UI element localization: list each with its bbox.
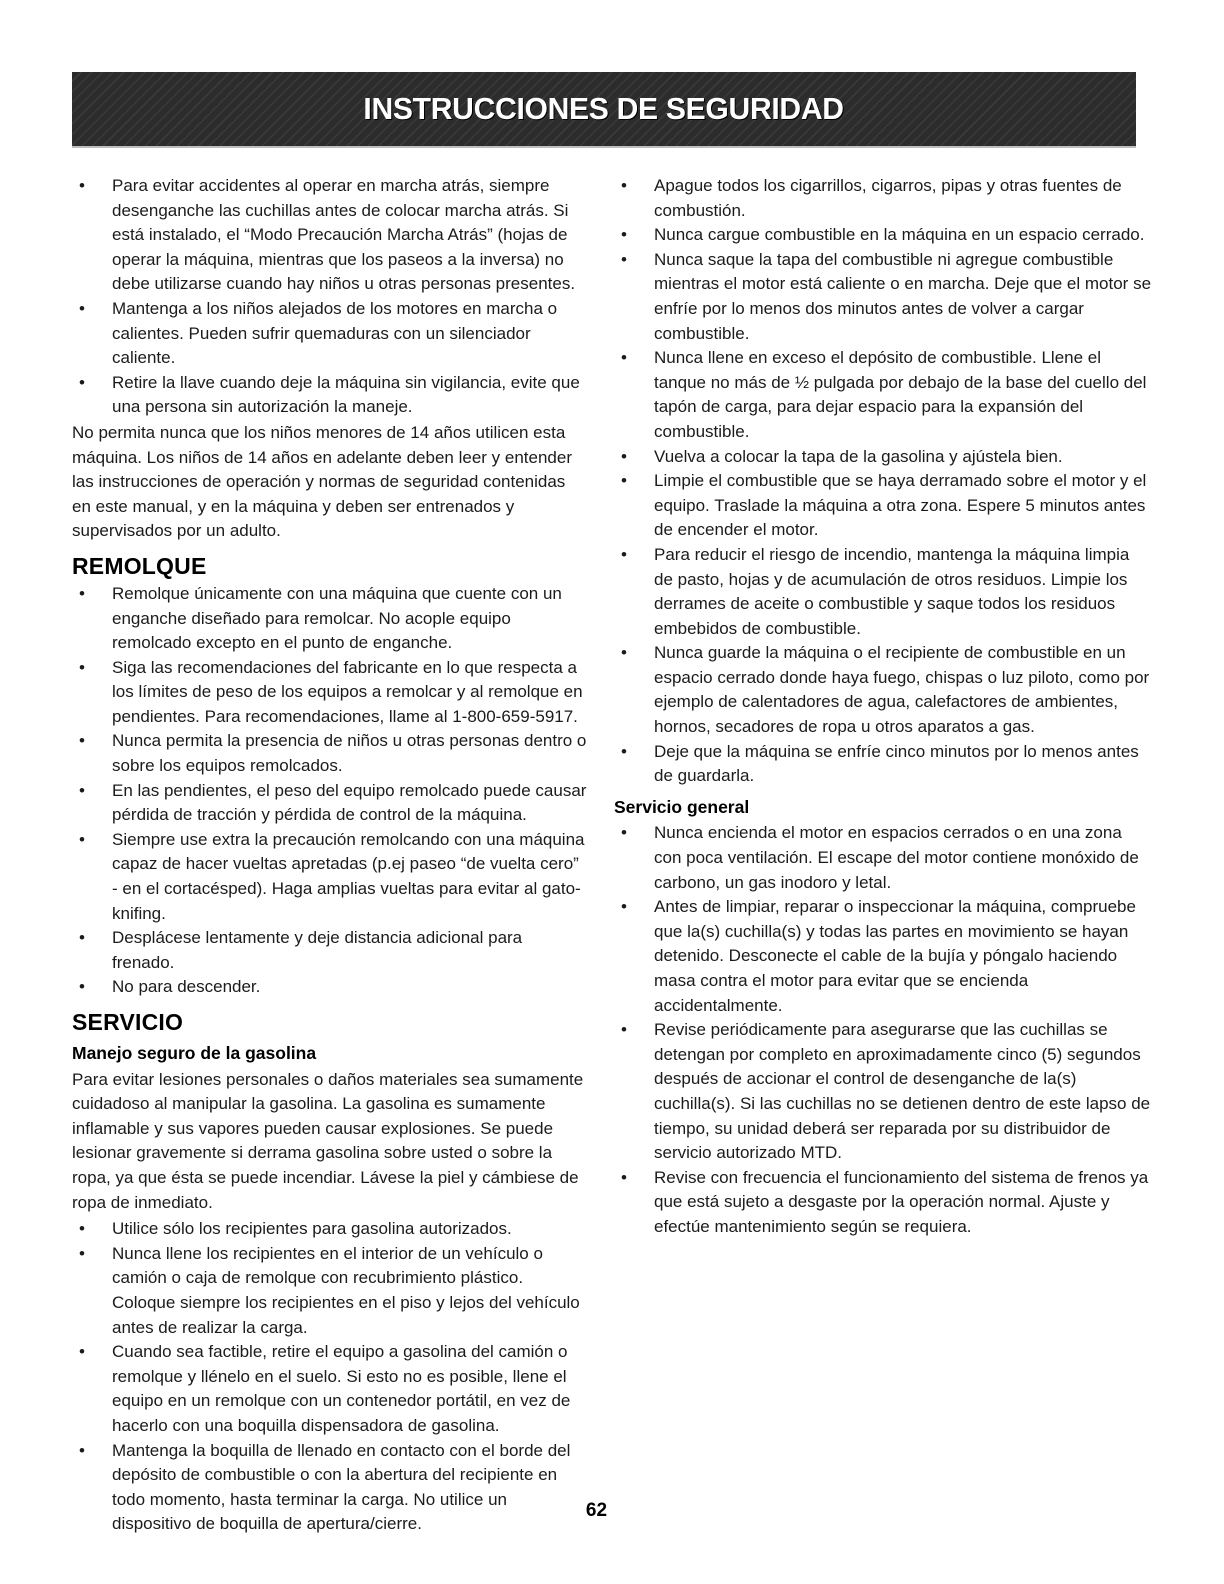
page-title: INSTRUCCIONES DE SEGURIDAD [363,91,845,126]
servicio-general-bullet-list [614,821,1152,1239]
remolque-heading: REMOLQUE [72,552,207,579]
list-item: • Nunca llene en exceso el depósito de combustible. Llene el tanque no más de ½ pulgada por debajo de la base del cuello del tapón de carga, para dejar espacio para la expansión del combustible. [614,346,1152,444]
list-item: • Mantenga a los niños alejados de los motores en marcha o calientes. Pueden sufrir quemaduras con un silenciador caliente. [72,297,588,371]
list-item: • Mantenga la boquilla de llenado en contacto con el borde del depósito de combustible o con la abertura del recipiente en todo momento, hasta terminar la carga. No utilice un dispositivo de boquilla de apertura/cierre. [72,1439,588,1537]
list-item: • Revise con frecuencia el funcionamiento del sistema de frenos ya que está sujeto a desgaste por la operación normal. Ajuste y efectúe mantenimiento según se requiera. [614,1166,1152,1240]
page-number: 62 [585,1500,608,1521]
left-column [72,174,588,1537]
age-restriction-paragraph: No permita nunca que los niños menores de 14 años utilicen esta máquina. Los niños de 14 años en adelante deben leer y entender las instrucciones de operación y normas de seguridad contenidas en este manual, y en la máquina y deben ser entrenados y supervisados por un adulto. [72,422,572,541]
gasolina-bullet-list [72,1217,588,1537]
right-column [614,174,1152,1537]
intro-bullet-list [72,174,588,420]
two-column-body [72,174,1152,1537]
list-item: • Nunca permita la presencia de niños u otras personas dentro o sobre los equipos remolcados. [72,729,588,778]
servicio-general-subheading: Servicio general [614,796,750,817]
list-item: • Siga las recomendaciones del fabricante en lo que respecta a los límites de peso de los equipos a remolcar y al remolque en pendientes. Para recomendaciones, llame al 1-800-659-5917. [72,656,588,730]
list-item: • Apague todos los cigarrillos, cigarros, pipas y otras fuentes de combustión. [614,174,1152,223]
list-item: • Revise periódicamente para asegurarse que las cuchillas se detengan por completo en aproximadamente cinco (5) segundos después de accionar el control de desenganche de la(s) cuchilla(s). Si las cuchillas no se detienen dentro de este lapso de tiempo, su unidad deberá ser reparada por su distribuidor de servicio autorizado MTD. [614,1018,1152,1166]
list-item: • Deje que la máquina se enfríe cinco minutos por lo menos antes de guardarla. [614,740,1152,789]
list-item: • Cuando sea factible, retire el equipo a gasolina del camión o remolque y llénelo en el suelo. Si esto no es posible, llene el equipo en un remolque con un contenedor portátil, en vez de hacerlo con una boquilla dispensadora de gasolina. [72,1340,588,1438]
list-item: • Nunca cargue combustible en la máquina en un espacio cerrado. [614,223,1152,248]
list-item: • Remolque únicamente con una máquina que cuente con un enganche diseñado para remolcar. No acople equipo remolcado excepto en el punto de enganche. [72,582,588,656]
list-item: • Siempre use extra la precaución remolcando con una máquina capaz de hacer vueltas apretadas (p.ej paseo “de vuelta cero” - en el cortacésped). Haga amplias vueltas para evitar al gato-knifing. [72,828,588,926]
list-item: • Nunca encienda el motor en espacios cerrados o en una zona con poca ventilación. El escape del motor contiene monóxido de carbono, un gas inodoro y letal. [614,821,1152,895]
list-item: • Nunca guarde la máquina o el recipiente de combustible en un espacio cerrado donde haya fuego, chispas o luz piloto, como por ejemplo de calentadores de agua, calefactores de ambientes, hornos, secadores de ropa u otros aparatos a gas. [614,641,1152,739]
list-item: • Retire la llave cuando deje la máquina sin vigilancia, evite que una persona sin autorización la maneje. [72,371,588,420]
list-item: • Antes de limpiar, reparar o inspeccionar la máquina, compruebe que la(s) cuchilla(s) y todas las partes en movimiento se hayan detenido. Desconecte el cable de la bujía y póngalo haciendo masa contra el motor para evitar que se encienda accidentalmente. [614,895,1152,1018]
list-item: • Desplácese lentamente y deje distancia adicional para frenado. [72,926,588,975]
combustible-bullet-list [614,174,1152,789]
list-item: • Para reducir el riesgo de incendio, mantenga la máquina limpia de pasto, hojas y de acumulación de otros residuos. Limpie los derrames de aceite o combustible y saque todos los residuos embebidos de combustible. [614,543,1152,641]
list-item: • Limpie el combustible que se haya derramado sobre el motor y el equipo. Traslade la máquina a otra zona. Espere 5 minutos antes de encender el motor. [614,469,1152,543]
list-item: • En las pendientes, el peso del equipo remolcado puede causar pérdida de tracción y pérdida de control de la máquina. [72,779,588,828]
section-header-banner [72,72,1136,148]
list-item: • Para evitar accidentes al operar en marcha atrás, siempre desenganche las cuchillas antes de colocar marcha atrás. Si está instalado, el “Modo Precaución Marcha Atrás” (hojas de operar la máquina, mientras que los paseos a la inversa) no debe utilizarse cuando hay niños u otras personas presentes. [72,174,588,297]
list-item: • Utilice sólo los recipientes para gasolina autorizados. [72,1217,588,1242]
list-item: • Nunca llene los recipientes en el interior de un vehículo o camión o caja de remolque con recubrimiento plástico. Coloque siempre los recipientes en el piso y lejos del vehículo antes de realizar la carga. [72,1242,588,1340]
gasolina-paragraph: Para evitar lesiones personales o daños materiales sea sumamente cuidadoso al manipular la gasolina. La gasolina es sumamente inflamable y sus vapores pueden causar explosiones. Se puede lesionar gravemente si derrama gasolina sobre usted o sobre la ropa, ya que ésta se puede incendiar. Lávese la piel y cámbiese de ropa de inmediato. [72,1069,584,1212]
remolque-bullet-list [72,582,588,1000]
servicio-heading: SERVICIO [72,1009,184,1035]
gasolina-subheading: Manejo seguro de la gasolina [72,1043,317,1063]
list-item: • Nunca saque la tapa del combustible ni agregue combustible mientras el motor está caliente o en marcha. Deje que el motor se enfríe por lo menos dos minutos antes de volver a cargar combustible. [614,248,1152,346]
list-item: • Vuelva a colocar la tapa de la gasolina y ajústela bien. [614,445,1152,470]
list-item: • No para descender. [72,975,588,1000]
